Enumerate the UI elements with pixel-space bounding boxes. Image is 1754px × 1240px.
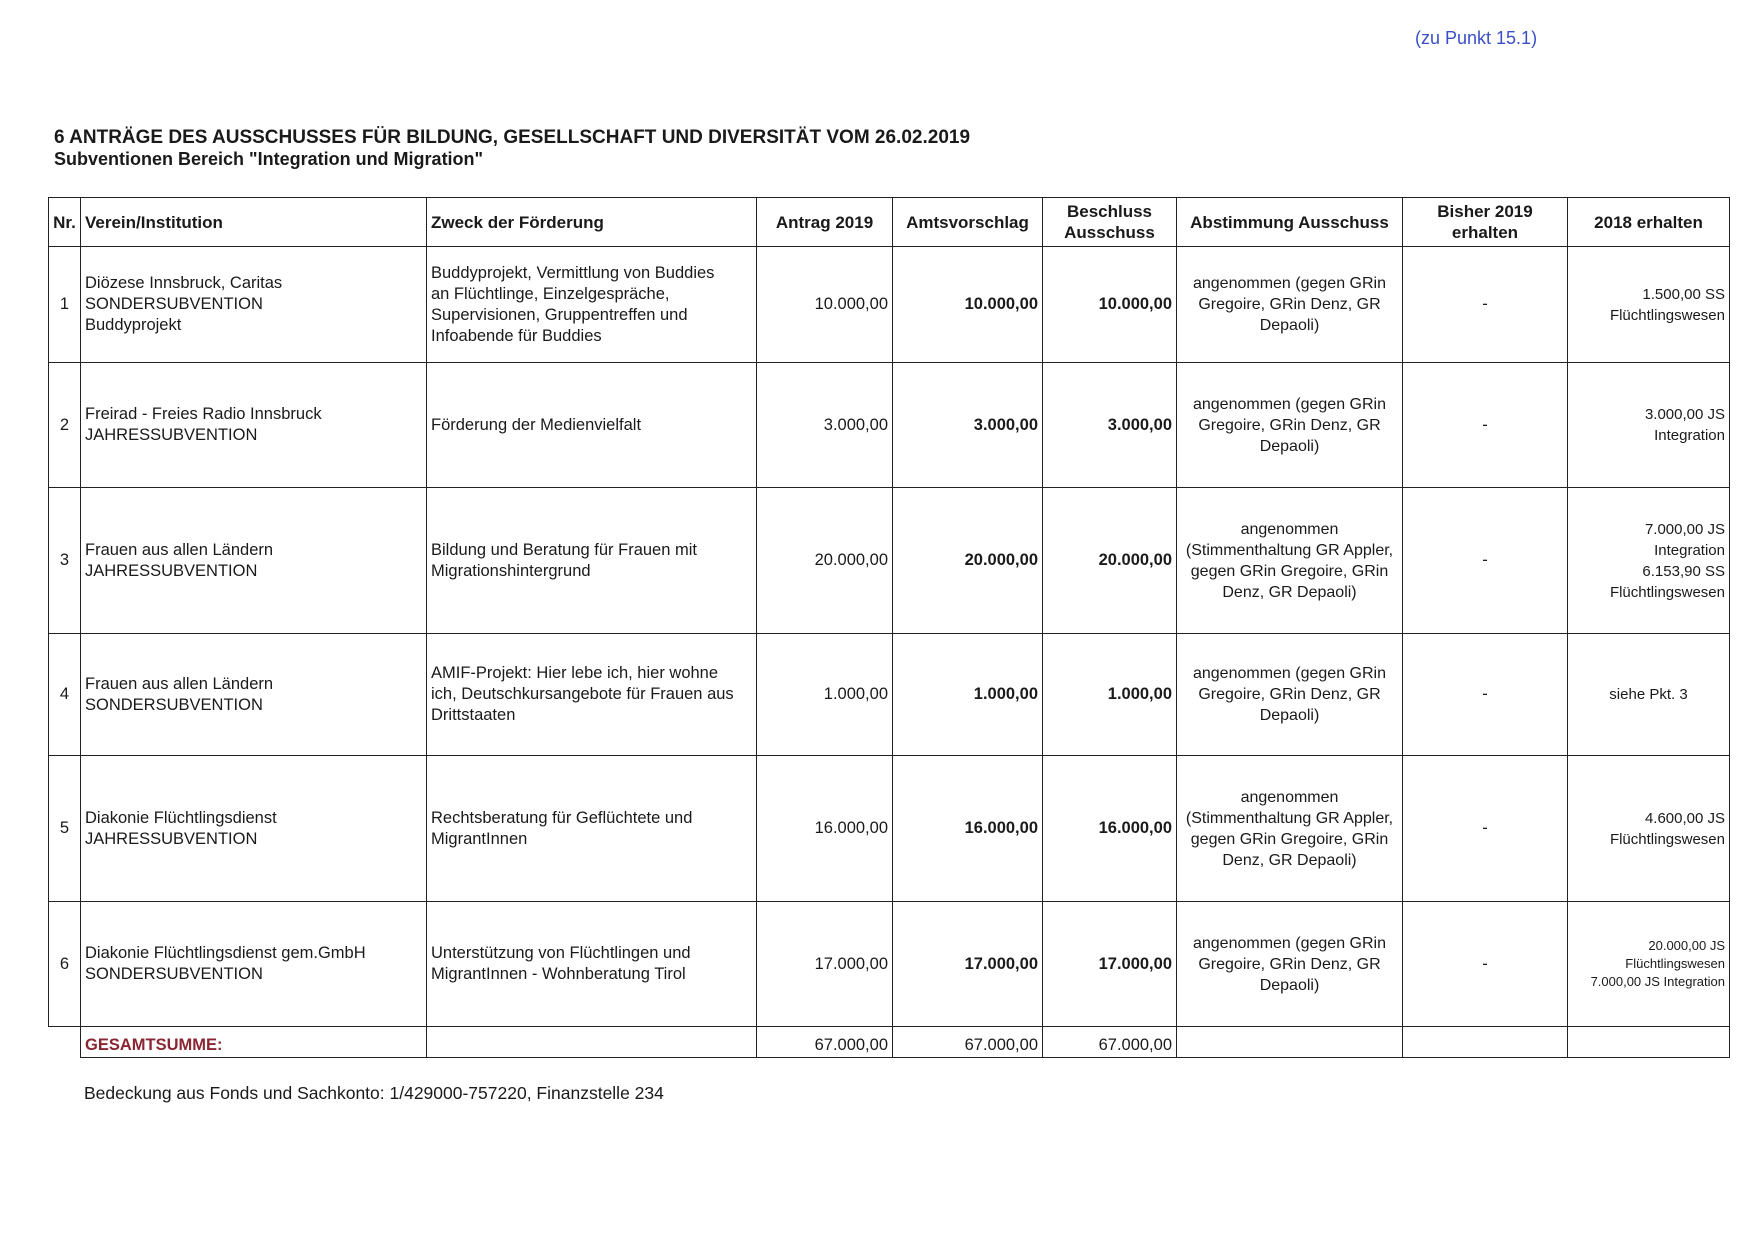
zweck-cell (427, 247, 757, 363)
zweck-cell-line: MigrantInnen (431, 829, 528, 848)
abstimmung-cell (1177, 363, 1403, 488)
header-abstimmung: Abstimmung Ausschuss (1177, 198, 1403, 247)
header-bisher-line1: Bisher 2019 (1437, 202, 1533, 221)
abstimmung-cell (1177, 634, 1403, 756)
header-nr: Nr. (49, 198, 81, 247)
antrag-cell: 16.000,00 (757, 756, 893, 902)
verein-cell-line: Freirad - Freies Radio Innsbruck (85, 405, 322, 423)
verein-cell-line: SONDERSUBVENTION (85, 695, 263, 714)
subsidy-table (48, 197, 1730, 1058)
zweck-cell-line: Buddyprojekt, Vermittlung von Buddies (431, 263, 715, 282)
table-row (49, 902, 1730, 1027)
verein-cell (81, 363, 427, 488)
page-subtitle: Subventionen Bereich "Integration und Migration" (54, 149, 484, 169)
header-beschluss-line2: Ausschuss (1064, 223, 1155, 242)
bisher-cell: - (1403, 247, 1568, 363)
table-row (49, 634, 1730, 756)
abstimmung-cell-line: angenommen (1240, 788, 1339, 806)
abstimmung-cell-line: Depaoli) (1259, 707, 1320, 724)
erhalten-2018-cell-line: 3.000,00 JS (1644, 406, 1725, 423)
zweck-cell-line: MigrantInnen - Wohnberatung Tirol (431, 965, 686, 983)
erhalten-2018-cell-line: 7.000,00 JS (1644, 520, 1725, 538)
row-number: 1 (49, 247, 81, 363)
table-header-row (49, 198, 1730, 247)
verein-cell (81, 634, 427, 756)
funding-note: Bedeckung aus Fonds und Sachkonto: 1/429000-757220, Finanzstelle 234 (84, 1083, 664, 1103)
abstimmung-cell-line: Depaoli) (1259, 317, 1320, 334)
abstimmung-cell-line: gegen GRin Gregoire, GRin (1190, 830, 1389, 848)
verein-cell-line: JAHRESSUBVENTION (85, 561, 258, 580)
erhalten-2018-cell-line: siehe Pkt. 3 (1609, 686, 1688, 703)
erhalten-2018-cell (1568, 488, 1730, 634)
header-beschluss (1043, 198, 1177, 247)
verein-cell-line: Diakonie Flüchtlingsdienst (85, 808, 277, 827)
beschluss-cell: 10.000,00 (1043, 247, 1177, 363)
abstimmung-cell-line: (Stimmenthaltung GR Appler, (1185, 809, 1394, 827)
abstimmung-cell-line: angenommen (gegen GRin (1192, 395, 1386, 413)
antrag-cell: 1.000,00 (757, 634, 893, 756)
amtsvorschlag-cell: 20.000,00 (893, 488, 1043, 634)
zweck-cell-line: an Flüchtlinge, Einzelgespräche, (431, 284, 670, 303)
row-number: 4 (49, 634, 81, 756)
abstimmung-cell-line: Gregoire, GRin Denz, GR (1198, 416, 1381, 434)
erhalten-2018-cell (1568, 756, 1730, 902)
header-antrag: Antrag 2019 (757, 198, 893, 247)
amtsvorschlag-cell: 1.000,00 (893, 634, 1043, 756)
amtsvorschlag-cell: 3.000,00 (893, 363, 1043, 488)
beschluss-cell: 17.000,00 (1043, 902, 1177, 1027)
amtsvorschlag-cell: 10.000,00 (893, 247, 1043, 363)
header-bisher-line2: erhalten (1451, 223, 1519, 242)
bisher-cell: - (1403, 488, 1568, 634)
abstimmung-cell-line: Gregoire, GRin Denz, GR (1198, 955, 1381, 973)
table-row (49, 756, 1730, 902)
erhalten-2018-cell-line: 4.600,00 JS (1644, 809, 1725, 827)
beschluss-cell: 1.000,00 (1043, 634, 1177, 756)
page-title: 6 ANTRÄGE DES AUSSCHUSSES FÜR BILDUNG, GESELLSCHAFT UND DIVERSITÄT VOM 26.02.2019 (54, 127, 971, 148)
erhalten-2018-cell-line: Flüchtlingswesen (1609, 306, 1725, 324)
abstimmung-cell-line: Gregoire, GRin Denz, GR (1198, 686, 1381, 703)
total-antrag: 67.000,00 (757, 1027, 893, 1058)
verein-cell-line: SONDERSUBVENTION (85, 965, 263, 983)
erhalten-2018-cell-line: 20.000,00 JS (1648, 938, 1725, 953)
abstimmung-cell-line: Depaoli) (1259, 976, 1320, 994)
verein-cell-line: SONDERSUBVENTION (85, 295, 263, 313)
header-erhalten-2018: 2018 erhalten (1568, 198, 1730, 247)
total-nr-cell (49, 1027, 81, 1058)
abstimmung-cell-line: angenommen (1240, 520, 1339, 538)
zweck-cell-line: AMIF-Projekt: Hier lebe ich, hier wohne (431, 664, 719, 682)
beschluss-cell: 16.000,00 (1043, 756, 1177, 902)
bisher-cell: - (1403, 902, 1568, 1027)
zweck-cell (427, 756, 757, 902)
total-label: GESAMTSUMME: (81, 1027, 427, 1058)
header-verein: Verein/Institution (81, 198, 427, 247)
erhalten-2018-cell-line: 7.000,00 JS Integration (1590, 974, 1725, 989)
erhalten-2018-cell-line: Integration (1654, 427, 1725, 444)
verein-cell-line: Frauen aus allen Ländern (85, 674, 274, 693)
abstimmung-cell-line: gegen GRin Gregoire, GRin (1190, 562, 1389, 580)
zweck-cell-line: Förderung der Medienvielfalt (431, 415, 642, 434)
abstimmung-cell-line: angenommen (gegen GRin (1192, 934, 1386, 952)
abstimmung-cell-line: (Stimmenthaltung GR Appler, (1185, 541, 1394, 559)
antrag-cell: 10.000,00 (757, 247, 893, 363)
verein-cell-line: JAHRESSUBVENTION (85, 426, 258, 444)
bisher-cell: - (1403, 634, 1568, 756)
abstimmung-cell-line: Gregoire, GRin Denz, GR (1198, 296, 1381, 313)
verein-cell-line: Frauen aus allen Ländern (85, 540, 274, 559)
row-number: 3 (49, 488, 81, 634)
abstimmung-cell (1177, 488, 1403, 634)
zweck-cell (427, 634, 757, 756)
amtsvorschlag-cell: 16.000,00 (893, 756, 1043, 902)
total-erhalten-cell (1568, 1027, 1730, 1058)
zweck-cell (427, 363, 757, 488)
verein-cell (81, 247, 427, 363)
verein-cell (81, 756, 427, 902)
zweck-cell-line: ich, Deutschkursangebote für Frauen aus (431, 685, 734, 703)
total-zweck-cell (427, 1027, 757, 1058)
zweck-cell-line: Supervisionen, Gruppentreffen und (431, 305, 688, 324)
verein-cell-line: Diözese Innsbruck, Caritas (85, 274, 283, 292)
table-row (49, 488, 1730, 634)
erhalten-2018-cell-line: 1.500,00 SS (1642, 285, 1725, 303)
verein-cell-line: Diakonie Flüchtlingsdienst gem.GmbH (85, 944, 366, 962)
erhalten-2018-cell (1568, 247, 1730, 363)
zweck-cell (427, 902, 757, 1027)
zweck-cell-line: Drittstaaten (431, 706, 516, 724)
total-beschluss: 67.000,00 (1043, 1027, 1177, 1058)
erhalten-2018-cell (1568, 902, 1730, 1027)
zweck-cell-line: Infoabende für Buddies (431, 326, 602, 345)
erhalten-2018-cell-line: Flüchtlingswesen (1609, 830, 1725, 848)
verein-cell (81, 902, 427, 1027)
erhalten-2018-cell (1568, 634, 1730, 756)
reference-note: (zu Punkt 15.1) (1415, 28, 1538, 48)
abstimmung-cell-line: Denz, GR Depaoli) (1222, 851, 1357, 869)
zweck-cell-line: Unterstützung von Flüchtlingen und (431, 944, 691, 962)
bisher-cell: - (1403, 363, 1568, 488)
total-row (49, 1027, 1730, 1058)
abstimmung-cell-line: angenommen (gegen GRin (1192, 665, 1386, 682)
abstimmung-cell-line: Denz, GR Depaoli) (1222, 583, 1357, 601)
beschluss-cell: 20.000,00 (1043, 488, 1177, 634)
amtsvorschlag-cell: 17.000,00 (893, 902, 1043, 1027)
erhalten-2018-cell-line: Flüchtlingswesen (1625, 956, 1725, 971)
row-number: 2 (49, 363, 81, 488)
table-row (49, 363, 1730, 488)
row-number: 6 (49, 902, 81, 1027)
antrag-cell: 20.000,00 (757, 488, 893, 634)
row-number: 5 (49, 756, 81, 902)
header-zweck: Zweck der Förderung (427, 198, 757, 247)
erhalten-2018-cell-line: Integration (1654, 541, 1725, 559)
header-bisher (1403, 198, 1568, 247)
header-amtsvorschlag: Amtsvorschlag (893, 198, 1043, 247)
total-bisher-cell (1403, 1027, 1568, 1058)
header-beschluss-line1: Beschluss (1066, 202, 1153, 221)
verein-cell (81, 488, 427, 634)
total-abstimmung-cell (1177, 1027, 1403, 1058)
antrag-cell: 17.000,00 (757, 902, 893, 1027)
zweck-cell-line: Rechtsberatung für Geflüchtete und (431, 808, 693, 827)
verein-cell-line: Buddyprojekt (85, 316, 182, 334)
zweck-cell (427, 488, 757, 634)
bisher-cell: - (1403, 756, 1568, 902)
erhalten-2018-cell (1568, 363, 1730, 488)
abstimmung-cell (1177, 247, 1403, 363)
beschluss-cell: 3.000,00 (1043, 363, 1177, 488)
total-amtsvorschlag: 67.000,00 (893, 1027, 1043, 1058)
verein-cell-line: JAHRESSUBVENTION (85, 829, 258, 848)
abstimmung-cell-line: angenommen (gegen GRin (1192, 275, 1386, 292)
erhalten-2018-cell-line: Flüchtlingswesen (1609, 583, 1725, 601)
erhalten-2018-cell-line: 6.153,90 SS (1642, 562, 1725, 580)
abstimmung-cell (1177, 756, 1403, 902)
table-row (49, 247, 1730, 363)
antrag-cell: 3.000,00 (757, 363, 893, 488)
abstimmung-cell-line: Depaoli) (1259, 437, 1320, 455)
abstimmung-cell (1177, 902, 1403, 1027)
zweck-cell-line: Bildung und Beratung für Frauen mit (431, 540, 697, 559)
zweck-cell-line: Migrationshintergrund (431, 561, 591, 580)
